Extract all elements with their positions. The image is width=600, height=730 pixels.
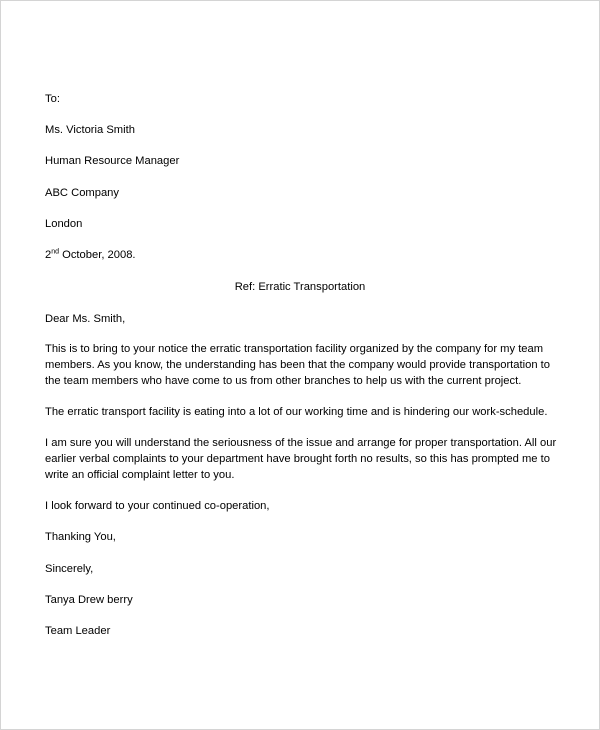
salutation: Dear Ms. Smith,: [45, 313, 126, 325]
recipient-city: London: [45, 218, 83, 230]
recipient-title: Human Resource Manager: [45, 155, 180, 167]
to-label: To:: [45, 93, 60, 105]
paragraph-1: [45, 341, 565, 389]
closing-line: I look forward to your continued co-operation,: [45, 500, 270, 512]
thanks-line: Thanking You,: [45, 531, 116, 543]
paragraph-line: the team members who have come to us from other branches to help us with the current project.: [45, 375, 522, 387]
sender-title: Team Leader: [45, 625, 111, 637]
sender-name: Tanya Drew berry: [45, 594, 133, 606]
sign-off: Sincerely,: [45, 563, 94, 575]
paragraph-2: [45, 404, 565, 420]
date-rest: October, 2008.: [59, 249, 136, 261]
paragraph-line: write an official complaint letter to you.: [45, 469, 235, 481]
paragraph-line: The erratic transport facility is eating into a lot of our working time and is hindering our work-schedule.: [45, 406, 548, 418]
date-suffix: nd: [51, 248, 60, 256]
paragraph-line: This is to bring to your notice the erratic transportation facility organized by the company for my team: [45, 343, 544, 355]
date-day: 2: [45, 249, 52, 261]
paragraph-3: [45, 435, 565, 483]
letter-date: [45, 247, 136, 263]
paragraph-line: I am sure you will understand the seriousness of the issue and arrange for proper transportation. All our: [45, 437, 557, 449]
paragraph-line: members. As you know, the understanding has been that the company would provide transportation to: [45, 359, 550, 371]
reference-line: Ref: Erratic Transportation: [234, 281, 366, 293]
paragraph-line: earlier verbal complaints to your department have brought forth no results, so this has prompted me to: [45, 453, 550, 465]
recipient-name: Ms. Victoria Smith: [45, 124, 135, 136]
recipient-company: ABC Company: [45, 187, 119, 199]
